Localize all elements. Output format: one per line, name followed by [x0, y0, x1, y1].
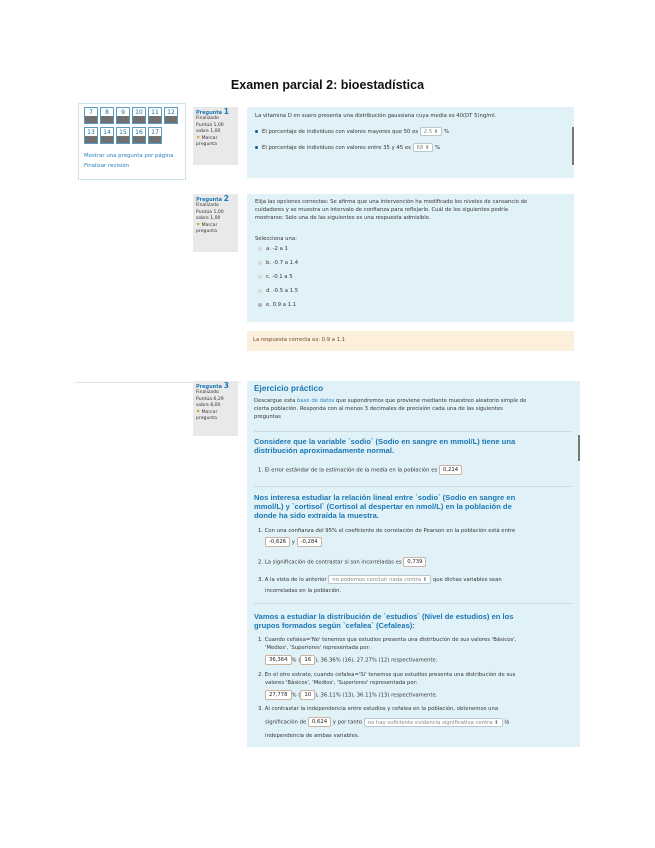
scrollbar[interactable] — [572, 127, 574, 165]
basicos-si-count-input[interactable]: 10 — [300, 690, 315, 700]
flag-icon: ⚑ — [196, 222, 201, 228]
radio-icon[interactable] — [258, 247, 262, 251]
significance-input[interactable]: 0,739 — [403, 557, 426, 567]
s3-item-2-answers: 27,778 % ( 10 ), 36.11% (13), 36.11% (13) respectivamente. — [265, 690, 437, 700]
select-one-label: Selecciona una: — [255, 236, 297, 242]
conclusion-select[interactable]: no podemos concluir nada contra ⬍ — [328, 575, 431, 584]
s2-item-1-answers: -0,626 y -0,284 — [265, 537, 322, 547]
option-d[interactable]: d. -0.5 a 1.5 — [258, 287, 298, 295]
flag-icon: ⚑ — [196, 135, 201, 141]
divider — [254, 431, 572, 432]
s2-item-3: 3. A la vista de lo anterior no podemos concluir nada contra ⬍ que dichas variables sean — [258, 577, 502, 583]
section-1-heading: Considere que la variable `sodio` (Sodio en sangre en mmol/L) tiene una — [254, 437, 516, 446]
nav-question-16[interactable]: 16 — [132, 127, 146, 144]
nav-question-8[interactable]: 8 — [100, 107, 114, 124]
exercise-heading: Ejercicio práctico — [254, 383, 324, 393]
nav-question-15[interactable]: 15 — [116, 127, 130, 144]
question-3-info: Pregunta 3 Finalizado Puntúa 6,29 sobre 8,00 ⚑ Marcar pregunta — [193, 381, 238, 436]
nav-question-17[interactable]: 17 — [148, 127, 162, 144]
question-state: Finalizado — [196, 116, 219, 122]
divider — [254, 486, 572, 487]
standard-error-input[interactable]: 0,214 — [439, 465, 462, 475]
s3-item-1-answers: 36,364 % ( 16 ), 36.36% (16), 27.27% (12) respectivamente. — [265, 655, 437, 665]
nav-question-9[interactable]: 9 — [116, 107, 130, 124]
nav-question-14[interactable]: 14 — [100, 127, 114, 144]
nav-question-7[interactable]: 7 — [84, 107, 98, 124]
radio-icon[interactable] — [258, 275, 262, 279]
bullet-icon — [255, 130, 258, 133]
basicos-si-percent-input[interactable]: 27,778 — [265, 690, 292, 700]
option-c[interactable]: c. -0.1 a 5 — [258, 273, 293, 281]
q1-answer-1-select[interactable]: 2.5 ⬍ — [420, 127, 443, 136]
flag-icon: ⚑ — [196, 409, 201, 415]
s1-item-1: 1. El error estándar de la estimación de la media en la población es 0,214 — [258, 465, 462, 475]
question-2-panel: Elija las opciones correctas: Se afirma que una intervención ha modificado los niveles de cansancio de cuidadores y se muestra un intervalo de confianza para reflejarlo. Cuál de los siguientes podría mostrarse: Solo una de las siguientes es una respuesta admisible. Selecciona una: a. -2 a 1 b. -0.7 a 1.4 c. -0.1 a 5 d. -0.5 a 1.5 e. 0.9 a 1.1 — [247, 194, 574, 322]
question-3-panel: Ejercicio práctico Descargue esta base de datos que supondremos que proviene mediante muestreo aleatorio simple de cierta población. Responda con al menos 3 decimales de precisión cada una de las siguientes preguntas Considere que la variable `sodio` (Sodio en sangre en mmol/L) tiene una distribución aproximadamente normal. 1. El error estándar de la estimación de la media en la población es 0,214 Nos interesa estudiar la relación lineal entre `sodio` (Sodio en sangre en mmol/L) y `cortisol` (Cortisol al despertar en nmol/L) en la población de donde ha sido extraída la muestra. 1. Con una confianza del 95% el coeficiente de correlación de Pearson en la población está entre -0,626 y -0,284 2. La significación de contrastar si son incorreladas es 0,739 3. A la vista de lo anterior no podemos concluir nada contra ⬍ que dichas variables sean incorreladas en la población. Vamos a estudiar la distribución de `estudios` (Nivel de estudios) en los grupos formados según `cefalea` (Cefaleas): 1. Cuando cefalea='No' tenemos que estudios presenta una distribución de sus valores 'Básicos', 'Medios', 'Superiores' representada por: 36,364 % ( 16 ), 36.36% (16), 27.27% (12) respectivamente. 2. En el otro estrato, cuando cefalea='Sí' tenemos que estudios presenta una distribución de sus valores 'Básicos', 'Medios', 'Superiores' representada por: 27,778 % ( 10 ), 36.11% (13), 36.11% (13) respectivamente. 3. Al contrastar la independencia entre estudios y cefalea en la población, obtenemos una significación de 0,624 y por tanto no hay suficiente evidencia significativa contra ⬍ la independencia de ambas variables. — [247, 381, 580, 747]
ci-lower-input[interactable]: -0,626 — [265, 537, 290, 547]
section-2-heading: Nos interesa estudiar la relación lineal entre `sodio` (Sodio en sangre en — [254, 493, 516, 502]
bullet-icon — [255, 146, 258, 149]
flag-question-button[interactable]: ⚑ Marcar — [196, 135, 218, 141]
chi-square-significance-input[interactable]: 0,624 — [308, 717, 331, 727]
page-title: Examen parcial 2: bioestadística — [230, 78, 425, 92]
option-b[interactable]: b. -0.7 a 1.4 — [258, 259, 298, 267]
database-link[interactable]: base de datos — [297, 398, 335, 404]
quiz-navigation — [78, 103, 186, 180]
divider — [254, 603, 572, 604]
intro-line-1: Descargue esta base de datos que supondremos que proviene mediante muestreo aleatorio simple de — [254, 398, 527, 404]
question-1-panel — [247, 107, 574, 178]
q1-item-1: El porcentaje de individuos con valores mayores que 50 es 2.5 ⬍ % — [255, 127, 449, 136]
radio-icon[interactable] — [258, 261, 262, 265]
basicos-no-percent-input[interactable]: 36,364 — [265, 655, 292, 665]
nav-question-11[interactable]: 11 — [148, 107, 162, 124]
q1-item-2: El porcentaje de individuos con valores entre 35 y 45 es 68 ⬍ % — [255, 143, 440, 152]
nav-question-13[interactable]: 13 — [84, 127, 98, 144]
s2-item-2: 2. La significación de contrastar si son incorreladas es 0,739 — [258, 557, 426, 567]
option-a[interactable]: a. -2 a 1 — [258, 245, 288, 253]
radio-selected-icon[interactable] — [258, 303, 262, 307]
question-1-info: Pregunta 1 Finalizado Puntúa 1,00 sobre 1,00 ⚑ Marcar pregunta — [193, 107, 238, 165]
section-3-heading: Vamos a estudiar la distribución de `estudios` (Nivel de estudios) en los — [254, 612, 514, 621]
q1-answer-2-select[interactable]: 68 ⬍ — [413, 143, 434, 152]
show-one-page-link[interactable]: Mostrar una pregunta por página — [84, 153, 174, 159]
question-2-info: Pregunta 2 Finalizado Puntúa 1,00 sobre 1,00 ⚑ Marcar pregunta — [193, 194, 238, 252]
question-text: La vitamina D en suero presenta una distribución gaussiana cuya media es 40(DT 5)ng/ml. — [255, 113, 497, 119]
s3-item-3: significación de 0,624 y por tanto no hay suficiente evidencia significativa contra ⬍ la — [265, 719, 510, 726]
ci-upper-input[interactable]: -0,284 — [297, 537, 322, 547]
nav-question-10[interactable]: 10 — [132, 107, 146, 124]
option-e[interactable]: e. 0.9 a 1.1 — [258, 301, 296, 309]
finish-review-link[interactable]: Finalizar revisión — [84, 163, 130, 169]
flag-question-button[interactable]: ⚑ Marcar — [196, 222, 218, 228]
basicos-no-count-input[interactable]: 16 — [300, 655, 315, 665]
independence-conclusion-select[interactable]: no hay suficiente evidencia significativa contra ⬍ — [364, 718, 503, 727]
nav-question-12[interactable]: 12 — [164, 107, 178, 124]
radio-icon[interactable] — [258, 289, 262, 293]
flag-question-button[interactable]: ⚑ Marcar — [196, 409, 218, 415]
correct-answer-feedback: La respuesta correcta es: 0.9 a 1.1 — [247, 331, 574, 351]
scrollbar[interactable] — [578, 435, 580, 461]
